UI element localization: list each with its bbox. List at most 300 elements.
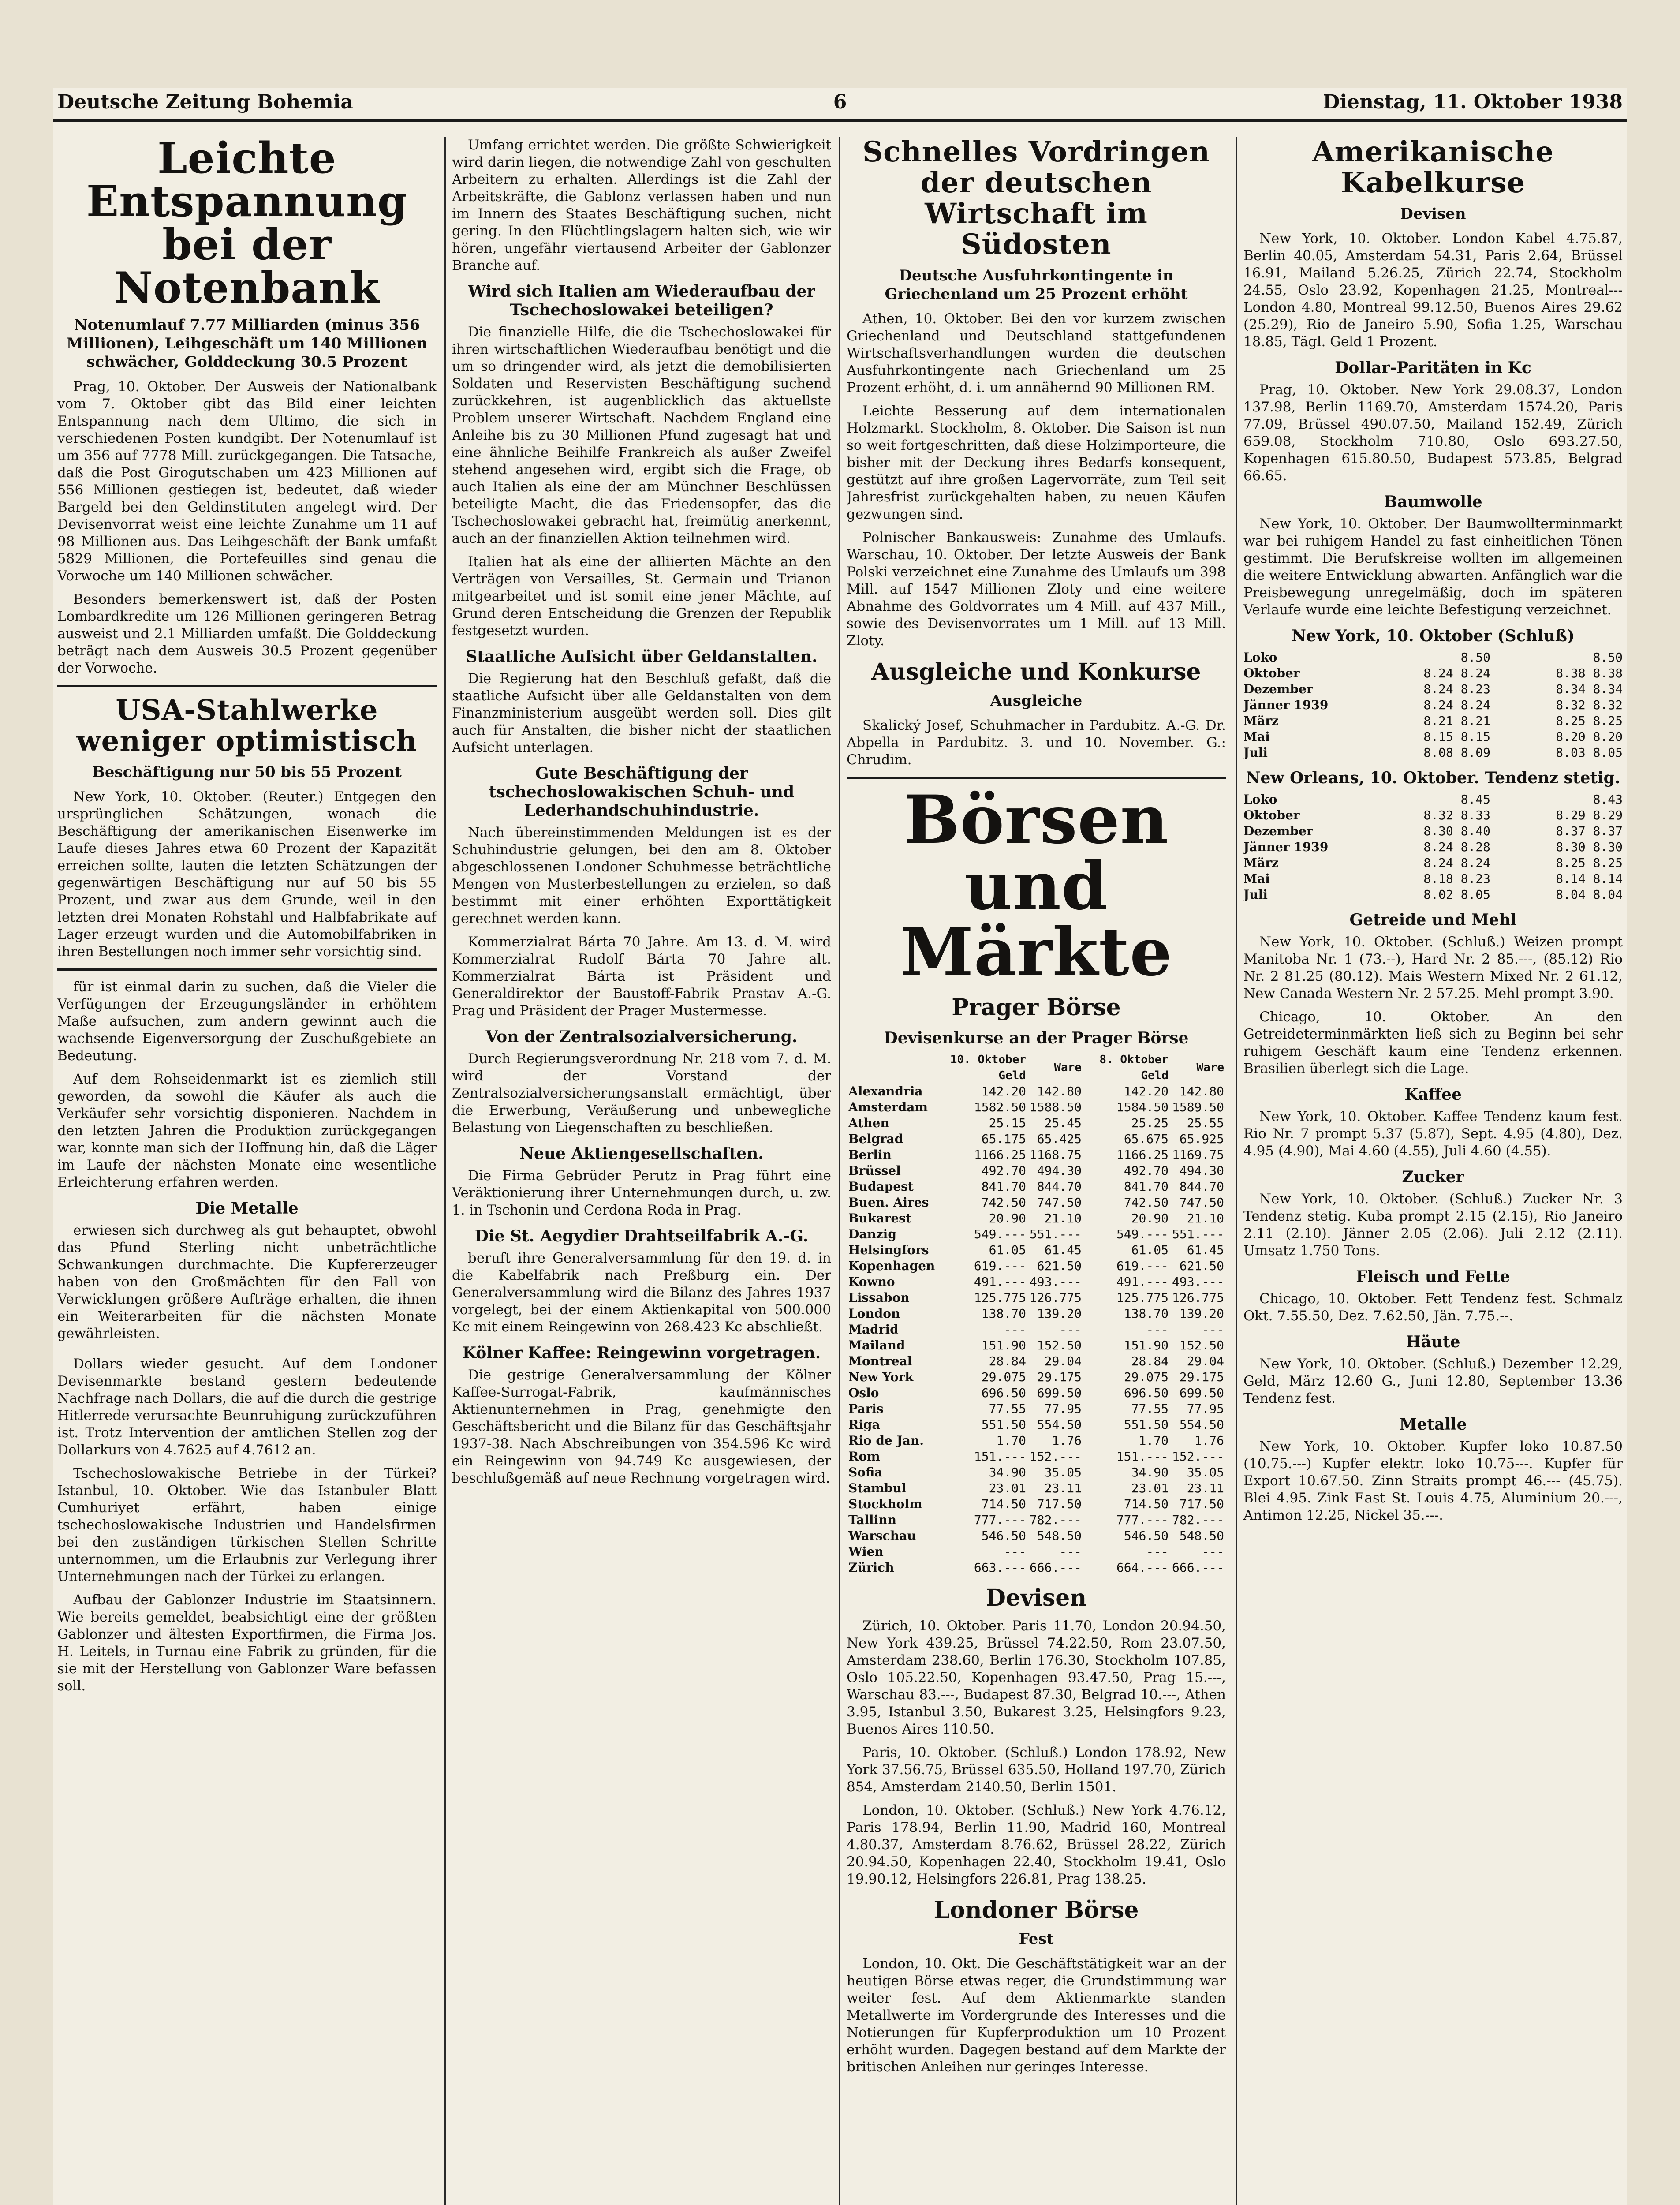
- rate-cell: 491.---: [974, 1274, 1026, 1289]
- rate-cell: 20.90: [1131, 1211, 1169, 1226]
- currency-name: Stambul: [848, 1481, 907, 1495]
- rate-cell: 696.50: [981, 1386, 1026, 1400]
- table-row: [847, 1528, 1226, 1544]
- table-row: [1243, 745, 1623, 761]
- subhead-notenbank: Notenumlauf 7.77 Milliarden (minus 356 Millionen), Leihgeschäft um 140 Millionen schwächer, Golddeckung 30.5 Prozent: [66, 316, 428, 371]
- subhead-stahlwerke: Beschäftigung nur 50 bis 55 Prozent: [92, 763, 402, 781]
- article-paragraph: Die finanzielle Hilfe, die die Tschechoslowakei für ihren wirtschaftlichen Wiederaufbau benötigt und die um so dringender wird, als jetzt die demobilisierten Soldaten und Reservisten Beschäftigung suchend zurückkehren, ist augenblicklich das aktuellste Problem unserer Wirtschaft. Nachdem England eine Anleihe bis zu 30 Millionen Pfund zugesagt hat und eine ähnliche Beihilfe Frankreich als außer Zweifel stehend angesehen wird, ergibt sich die Frage, ob auch Italien als eine der am Münchner Beschlüssen beteiligte Macht, die das Friedensopfer, das die Tschechoslowakei gebracht hat, freimütig anerkennt, auch an der finanziellen Aktion teilnehmen wird.: [452, 324, 831, 546]
- rate-cell: 493.---: [1029, 1274, 1082, 1289]
- month-label: Mai: [1243, 871, 1270, 886]
- section-rule: [847, 777, 1226, 779]
- article-paragraph: Athen, 10. Oktober. Bei den vor kurzem zwischen Griechenland und Deutschland stattgefundenen Wirtschaftsverhandlungen wurden die deutschen Ausfuhrkontingente nach Griechenland um 25 Prozent erhöht, d. i. um annähernd 90 Millionen RM.: [847, 311, 1226, 396]
- rate-cell: 35.05: [1044, 1465, 1082, 1480]
- column-rule: [1236, 137, 1237, 2205]
- rate-cell: 34.90: [1131, 1465, 1169, 1480]
- rate-cell: 152.50: [1179, 1338, 1224, 1353]
- price-cell: 8.02 8.05: [1423, 887, 1490, 902]
- rate-cell: 77.55: [989, 1401, 1026, 1416]
- article-paragraph: Prag, 10. Oktober. Der Ausweis der Nationalbank vom 7. Oktober gibt das Bild einer leichten Entspannung nach dem Ultimo, die sich in verschiedenen Posten kundgibt. Der Notenumlauf ist um 356 auf 7778 Mill. zurückgegangen. Die Tatsache, daß die Post Girogutschaben um 423 Millionen auf 556 Millionen gestiegen ist, bedeutet, daß wieder Bargeld bei den Geldinstituten angelegt wird. Der Devisenvorrat weist eine leichte Zunahme um 11 auf 98 Millionen aus. Das Leihgeschäft der Bank umfaßt 5829 Millionen, die Portefeuilles sind genau die Vorwoche um 140 Millionen schwächer.: [57, 379, 437, 584]
- currency-name: Zürich: [848, 1560, 894, 1575]
- rate-cell: 844.70: [1179, 1179, 1224, 1194]
- rate-cell: 29.075: [981, 1370, 1026, 1384]
- currency-name: Rio de Jan.: [848, 1433, 924, 1448]
- rate-cell: 151.---: [1116, 1449, 1169, 1464]
- subheading-aufsicht: Staatliche Aufsicht über Geldanstalten.: [466, 647, 818, 666]
- currency-name: Kowno: [848, 1274, 895, 1289]
- currency-name: Kopenhagen: [848, 1259, 935, 1273]
- rate-cell: 494.30: [1037, 1163, 1082, 1178]
- subheading-kaffee: Kaffee: [1404, 1085, 1462, 1104]
- table-row: [847, 1465, 1226, 1480]
- table-row: [847, 1195, 1226, 1211]
- table-row: [847, 1449, 1226, 1465]
- issue-date: Dienstag, 11. Oktober 1938: [1323, 91, 1623, 113]
- article-paragraph: Die Regierung hat den Beschluß gefaßt, daß die staatliche Aufsicht über alle Geldanstalten von dem Finanzministerium ausgeübt werden soll. Dies gilt auch für Anstalten, die bisher nicht der staatlichen Aufsicht unterlagen.: [452, 671, 831, 755]
- rate-cell: 551.50: [1124, 1417, 1169, 1432]
- article-paragraph: Die gestrige Generalversammlung der Kölner Kaffee-Surrogat-Fabrik, kaufmännisches Aktienunternehmen in Prag, genehmigte den Geschäftsbericht und die Bilanz für das Geschäftsjahr 1937-38. Nach Abschreibungen von 354.596 Kc wird ein Reingewinn von 94.749 Kc ausgewiesen, der beschlußgemäß auf neue Rechnung vorgetragen wird.: [452, 1367, 831, 1486]
- price-cell: 8.18 8.23: [1423, 871, 1490, 886]
- rate-cell: 1.70: [1139, 1433, 1169, 1448]
- rate-cell: 125.775: [1116, 1290, 1169, 1305]
- rate-cell: 77.55: [1131, 1401, 1169, 1416]
- price-cell: 8.50: [1593, 650, 1623, 665]
- rate-cell: 494.30: [1179, 1163, 1224, 1178]
- article-paragraph: beruft ihre Generalversammlung für den 19. d. in die Kabelfabrik nach Preßburg ein. Der Generalversammlung wird die Bilanz des Jahres 1937 vorgelegt, bei der einem Aktienkapital von 500.000 Kc mit einem Reingewinn von 268.423 Kc abschließt.: [452, 1250, 831, 1335]
- rate-cell: 139.20: [1037, 1306, 1082, 1321]
- article-paragraph: New York, 10. Oktober. London Kabel 4.75.87, Berlin 40.05, Amsterdam 54.31, Paris 2.64, Brüssel 16.91, Mailand 5.26.25, Zürich 22.74, Stockholm 24.55, Oslo 23.92, Kopenhagen 21.25, Montreal---London 4.80, Montreal 99.12.50, Buenos Aires 29.62 (25.29), Rio de Janeiro 5.90, Sofia 1.25, Warschau 18.85, Tägl. Geld 1 Prozent.: [1243, 231, 1623, 350]
- rate-cell: 663.---: [974, 1560, 1026, 1575]
- currency-name: Oslo: [848, 1386, 879, 1400]
- rate-cell: 548.50: [1179, 1529, 1224, 1543]
- table-row: [847, 1369, 1226, 1385]
- rate-cell: 28.84: [989, 1354, 1026, 1368]
- article-paragraph: Die Firma Gebrüder Perutz in Prag führt eine Veräktionierung ihrer Unternehmungen durch, u. zw. 1. in Tschonin und Cerdona Roda in Prag.: [452, 1168, 831, 1218]
- rate-cell: 21.10: [1187, 1211, 1224, 1226]
- table-row: [847, 1353, 1226, 1369]
- table-row: [847, 1480, 1226, 1496]
- rate-cell: 621.50: [1037, 1259, 1082, 1273]
- table-row: [847, 1544, 1226, 1560]
- column-rule: [839, 137, 840, 2205]
- price-cell: 8.14 8.14: [1556, 871, 1623, 886]
- subheading-dollar-paritaeten: Dollar-Paritäten in Kc: [1335, 359, 1531, 377]
- column-4: [1243, 137, 1623, 2205]
- price-cell: 8.03 8.05: [1556, 745, 1623, 760]
- price-cell: 8.21 8.21: [1423, 714, 1490, 728]
- rate-cell: ---: [1004, 1322, 1026, 1337]
- table-row: [1243, 792, 1623, 807]
- rate-cell: 1.70: [996, 1433, 1026, 1448]
- article-paragraph: Prag, 10. Oktober. New York 29.08.37, London 137.98, Berlin 1169.70, Amsterdam 1574.20, Paris 77.09, Brüssel 490.07.50, Mailand 152.49, Zürich 659.08, Stockholm 710.80, Oslo 693.27.50, Kopenhagen 615.80.50, Budapest 573.85, Belgrad 66.65.: [1243, 382, 1623, 484]
- article-paragraph: New York, 10. Oktober. (Schluß.) Dezember 12.29, Geld, März 12.60 G., Juni 12.80, September 13.36 Tendenz fest.: [1243, 1356, 1623, 1406]
- subheading-zucker: Zucker: [1402, 1168, 1464, 1186]
- subheading-aktiengesellschaften: Neue Aktiengesellschaften.: [519, 1144, 764, 1163]
- table-row: [847, 1385, 1226, 1401]
- currency-name: Athen: [848, 1116, 889, 1130]
- rate-cell: 492.70: [1124, 1163, 1169, 1178]
- section-rule: [57, 685, 437, 687]
- rate-cell: ---: [1146, 1322, 1169, 1337]
- subhead-ausgleiche: Ausgleiche: [990, 692, 1083, 710]
- masthead: [53, 88, 1627, 122]
- article-paragraph: Nach übereinstimmenden Meldungen ist es der Schuhindustrie gelungen, bei den am 8. Oktober abgeschlossenen Londoner Schuhmesse beträchtliche Mengen von Musterbestellungen zu erzielen, so daß bestimmt mit einer erhöhten Exporttätigkeit gerechnet werden kann.: [452, 825, 831, 927]
- currency-name: Mailand: [848, 1338, 905, 1353]
- rate-cell: 65.425: [1037, 1132, 1082, 1146]
- table-row: [1243, 713, 1623, 729]
- currency-name: Berlin: [848, 1147, 892, 1162]
- article-paragraph: für ist einmal darin zu suchen, daß die Vieler die Verfügungen der Erzeugungsländer in erhöhtem Maße aufsuchen, zum andern gewinnt auch die wachsende Eigenversorgung der Zuschußgebiete an Bedeutung.: [57, 979, 437, 1064]
- table-row: [847, 1084, 1226, 1099]
- table-header-cell: [847, 1052, 937, 1084]
- rate-cell: 152.---: [1172, 1449, 1224, 1464]
- article-paragraph: New York, 10. Oktober. (Reuter.) Entgegen den ursprünglichen Schätzungen, wonach die Beschäftigung der amerikanischen Eisenwerke im Laufe dieses Jahres etwa 60 Prozent der Kapazität erreichen sollte, lauten die letzten Schätzungen der gegenwärtigen Beschäftigung nur auf 50 bis 55 Prozent, und zwar aus dem Grunde, weil in den letzten drei Monaten Rohstahl und Halbfabrikate auf Lager erzeugt wurden und die Automobilfabriken in ihren Bestellungen noch immer sehr vorsichtig sind.: [57, 789, 437, 960]
- table-row: [1243, 871, 1623, 887]
- currency-name: Lissabon: [848, 1290, 910, 1305]
- rate-cell: 747.50: [1179, 1195, 1224, 1210]
- rate-cell: 126.775: [1172, 1290, 1224, 1305]
- rate-cell: ---: [1202, 1544, 1224, 1559]
- table-header-cell: 8. Oktober Geld: [1099, 1053, 1169, 1082]
- headline-boersen: Börsen und Märkte: [900, 781, 1172, 991]
- currency-name: Wien: [848, 1544, 884, 1559]
- rate-cell: 142.20: [981, 1084, 1026, 1099]
- rate-cell: 491.---: [1116, 1274, 1169, 1289]
- column-3: [847, 137, 1226, 2205]
- rate-cell: 696.50: [1124, 1386, 1169, 1400]
- rate-cell: 23.11: [1187, 1481, 1224, 1495]
- table-row: [847, 1290, 1226, 1306]
- rate-cell: 23.01: [989, 1481, 1026, 1495]
- rate-cell: 23.11: [1044, 1481, 1082, 1495]
- rate-cell: 29.04: [1044, 1354, 1082, 1368]
- currency-name: Helsingfors: [848, 1243, 929, 1257]
- table-row: [1243, 665, 1623, 681]
- rate-cell: 551.---: [1029, 1227, 1082, 1241]
- month-label: Jänner 1939: [1243, 698, 1329, 712]
- table-row: [847, 1179, 1226, 1195]
- subhead-londoner-boerse: Fest: [1019, 1930, 1054, 1948]
- month-label: Oktober: [1243, 666, 1300, 680]
- price-cell: 8.04 8.04: [1556, 887, 1623, 902]
- price-cell: 8.24 8.23: [1423, 682, 1490, 696]
- rate-cell: 142.80: [1037, 1084, 1082, 1099]
- newspaper-page: [53, 88, 1627, 2205]
- month-label: Dezember: [1243, 824, 1313, 838]
- price-cell: 8.29 8.29: [1556, 808, 1623, 822]
- currency-name: Brüssel: [848, 1163, 901, 1178]
- rate-cell: 152.50: [1037, 1338, 1082, 1353]
- rate-cell: 717.50: [1179, 1497, 1224, 1511]
- currency-name: New York: [848, 1370, 914, 1384]
- currency-name: Danzig: [848, 1227, 896, 1241]
- headline-kabelkurse: Amerikanische Kabelkurse: [1312, 137, 1554, 199]
- rate-cell: ---: [1146, 1544, 1169, 1559]
- rate-cell: 142.80: [1179, 1084, 1224, 1099]
- heading-londoner-boerse: Londoner Börse: [933, 1897, 1139, 1924]
- table-row: [847, 1496, 1226, 1512]
- article-paragraph: erwiesen sich durchweg als gut behauptet, obwohl das Pfund Sterling nicht unbeträchtliche Schwankungen durchmachte. Die Kupfererzeuger haben von den Großmächten für den Fall von Verwicklungen größere Aufträge erhalten, die ihnen ein Weiterarbeiten für die nächsten Monate gewährleisten.: [57, 1222, 437, 1342]
- price-cell: 8.34 8.34: [1556, 682, 1623, 696]
- rate-cell: 25.55: [1187, 1116, 1224, 1130]
- currency-name: Paris: [848, 1401, 884, 1416]
- table-row: [847, 1433, 1226, 1449]
- rate-cell: 25.25: [1131, 1116, 1169, 1130]
- currency-name: London: [848, 1306, 900, 1321]
- price-cell: 8.43: [1593, 792, 1623, 807]
- month-label: Loko: [1243, 792, 1277, 807]
- article-paragraph: Durch Regierungsverordnung Nr. 218 vom 7. d. M. wird der Vorstand der Zentralsozialversicherungsanstalt ermächtigt, über die Erwerbung, Veräußerung und unbewegliche Belastung von Liegenschaften zu beschließen.: [452, 1051, 831, 1136]
- table-title-newyork: New York, 10. Oktober (Schluß): [1292, 627, 1575, 645]
- price-cell: 8.32 8.32: [1556, 698, 1623, 712]
- rate-cell: 777.---: [1116, 1513, 1169, 1527]
- price-cell: 8.08 8.09: [1423, 745, 1490, 760]
- rate-cell: 138.70: [1124, 1306, 1169, 1321]
- table-row: [847, 1131, 1226, 1147]
- article-paragraph: Dollars wieder gesucht. Auf dem Londoner Devisenmarkte bestand gestern bedeutende Nachfrage nach Dollars, die auf die durch die gestrige Hitlerrede verursachte Beunruhigung zurückzuführen ist. Trotz Intervention der amtlichen Stellen zog der Dollarkurs von 4.7625 auf 4.7612 an.: [57, 1356, 437, 1458]
- table-row: [847, 1211, 1226, 1226]
- rate-cell: 65.675: [1124, 1132, 1169, 1146]
- rate-cell: 1582.50: [974, 1100, 1026, 1114]
- headline-stahlwerke: USA-Stahlwerke weniger optimistisch: [76, 694, 418, 758]
- subheading-sozialversicherung: Von der Zentralsozialversicherung.: [485, 1028, 798, 1046]
- month-label: März: [1243, 714, 1279, 728]
- headline-suedosten: Schnelles Vordringen der deutschen Wirtschaft im Südosten: [862, 137, 1210, 261]
- article-paragraph: Chicago, 10. Oktober. An den Getreideterminmärkten ließ sich zu Beginn bei sehr ruhigem Geschäft kaum eine Tendenz erkennen. Brasilien überlegt sich die Lage.: [1243, 1009, 1623, 1076]
- subheading-koelner-kaffee: Kölner Kaffee: Reingewinn vorgetragen.: [462, 1344, 821, 1362]
- rate-cell: 28.84: [1131, 1354, 1169, 1368]
- page-number: 6: [833, 91, 847, 113]
- rate-cell: 554.50: [1037, 1417, 1082, 1432]
- rate-cell: 25.45: [1044, 1116, 1082, 1130]
- currency-name: Bukarest: [848, 1211, 911, 1226]
- rate-cell: 546.50: [1124, 1529, 1169, 1543]
- rate-cell: 1168.75: [1029, 1147, 1082, 1162]
- subheading-schuhindustrie: Gute Beschäftigung der tschechoslowakischen Schuh- und Lederhandschuhindustrie.: [489, 764, 795, 820]
- subheading-drahtseilfabrik: Die St. Aegydier Drahtseilfabrik A.-G.: [474, 1227, 809, 1245]
- table-row: [847, 1274, 1226, 1290]
- rate-cell: 664.---: [1116, 1560, 1169, 1575]
- month-label: Jänner 1939: [1243, 840, 1329, 854]
- rate-cell: 747.50: [1037, 1195, 1082, 1210]
- price-cell: 8.30 8.40: [1423, 824, 1490, 838]
- rate-cell: 777.---: [974, 1513, 1026, 1527]
- price-cell: 8.24 8.28: [1423, 840, 1490, 854]
- rate-cell: 1166.25: [974, 1147, 1026, 1162]
- price-cell: 8.30 8.30: [1556, 840, 1623, 854]
- rate-cell: 65.925: [1179, 1132, 1224, 1146]
- month-label: Juli: [1243, 745, 1268, 760]
- rate-cell: 714.50: [1124, 1497, 1169, 1511]
- rate-cell: 493.---: [1172, 1274, 1224, 1289]
- table-row: [847, 1322, 1226, 1338]
- subheading-fleisch-fette: Fleisch und Fette: [1356, 1267, 1510, 1286]
- table-title: Devisenkurse an der Prager Börse: [884, 1029, 1189, 1047]
- table-row: [847, 1560, 1226, 1576]
- rate-cell: 666.---: [1029, 1560, 1082, 1575]
- article-paragraph: New York, 10. Oktober. Kupfer loko 10.87.50 (10.75.---) Kupfer elektr. loko 10.75---. Kupfer für Export 10.67.50. Zinn Straits prompt 46.--- (45.75). Blei 4.95. Zink East St. Louis 4.75, Aluminium 20.---, Antimon 12.25, Nickel 35.---.: [1243, 1439, 1623, 1523]
- currency-name: Warschau: [848, 1529, 916, 1543]
- section-rule: [57, 968, 437, 971]
- currency-name: Tallinn: [848, 1513, 896, 1527]
- rate-cell: 841.70: [981, 1179, 1026, 1194]
- currency-name: Belgrad: [848, 1132, 903, 1146]
- table-row: [847, 1306, 1226, 1322]
- table-row: [847, 1115, 1226, 1131]
- rate-cell: 35.05: [1187, 1465, 1224, 1480]
- table-row: [847, 1242, 1226, 1258]
- table-row: [847, 1401, 1226, 1417]
- month-label: Juli: [1243, 887, 1268, 902]
- devisen-table: [847, 1052, 1226, 1576]
- subhead-suedosten: Deutsche Ausfuhrkontingente in Griechenland um 25 Prozent erhöht: [885, 267, 1188, 303]
- article-paragraph: Zürich, 10. Oktober. Paris 11.70, London 20.94.50, New York 439.25, Brüssel 74.22.50, Rom 23.07.50, Amsterdam 238.60, Berlin 176.30, Stockholm 107.85, Oslo 105.22.50, Kopenhagen 93.47.50, Prag 15.---, Warschau 83.---, Budapest 87.30, Belgrad 10.---, Athen 3.95, Istanbul 3.50, Bukarest 3.25, Helsingfors 9.23, Buenos Aires 110.50.: [847, 1618, 1226, 1737]
- baumwolle-neworleans-table: [1243, 792, 1623, 903]
- rate-cell: 151.---: [974, 1449, 1026, 1464]
- heading-devisen: Devisen: [986, 1585, 1087, 1611]
- price-cell: 8.24 8.24: [1423, 666, 1490, 680]
- table-row: [1243, 887, 1623, 903]
- currency-name: Buen. Aires: [848, 1195, 929, 1210]
- rate-cell: 782.---: [1172, 1513, 1224, 1527]
- article-paragraph: Italien hat als eine der alliierten Mächte an den Verträgen von Versailles, St. Germain und Trianon mitgearbeitet und ist somit eine jener Mächte, auf Grund deren Entscheidung die Grenzen der Republik festgesetzt wurden.: [452, 554, 831, 639]
- price-cell: 8.50: [1460, 650, 1490, 665]
- price-cell: 8.38 8.38: [1556, 666, 1623, 680]
- rate-cell: 699.50: [1037, 1386, 1082, 1400]
- article-paragraph: Skalický Josef, Schuhmacher in Pardubitz. A.-G. Dr. Abpella in Pardubitz. 3. und 10. November. G.: Chrudim.: [847, 718, 1226, 768]
- rate-cell: 1166.25: [1116, 1147, 1169, 1162]
- rate-cell: 29.04: [1187, 1354, 1224, 1368]
- currency-name: Rom: [848, 1449, 880, 1464]
- heading-prager-boerse: Prager Börse: [952, 994, 1121, 1021]
- currency-name: Madrid: [848, 1322, 899, 1337]
- rate-cell: 21.10: [1044, 1211, 1082, 1226]
- rate-cell: 1588.50: [1029, 1100, 1082, 1114]
- rate-cell: 619.---: [1116, 1259, 1169, 1273]
- rate-cell: 34.90: [989, 1465, 1026, 1480]
- rate-cell: 139.20: [1179, 1306, 1224, 1321]
- column-1: [57, 137, 437, 2205]
- price-cell: 8.15 8.15: [1423, 729, 1490, 744]
- article-paragraph: New York, 10. Oktober. (Schluß.) Weizen prompt Manitoba Nr. 1 (73.--), Hard Nr. 2 85.---, (85.12) Rio Nr. 2 81.25 (80.12). Mais Western Mixed Nr. 2 61.12, New Canada Western Nr. 2 57.25. Mehl prompt 3.90.: [1243, 934, 1623, 1002]
- heading-ausgleiche: Ausgleiche und Konkurse: [871, 658, 1201, 685]
- rate-cell: 1169.75: [1172, 1147, 1224, 1162]
- rate-cell: 61.45: [1187, 1243, 1224, 1257]
- table-title-neworleans: New Orleans, 10. Oktober. Tendenz stetig.: [1246, 769, 1620, 787]
- article-paragraph: Besonders bemerkenswert ist, daß der Posten Lombardkredite um 126 Millionen geringeren Betrag ausweist und 2.1 Milliarden umfaßt. Die Golddeckung beträgt nach dem Ausweis 30.5 Prozent gegenüber der Vorwoche.: [57, 591, 437, 676]
- article-paragraph: Aufbau der Gablonzer Industrie im Staatsinnern. Wie bereits gemeldet, beabsichtigt eine der größten Gablonzer und ältesten Exportfirmen, die Firma Jos. H. Leitels, in Turnau eine Fabrik zu gründen, für die sie mit der Herstellung von Gablonzer Ware befassen soll.: [57, 1592, 437, 1694]
- article-paragraph: Leichte Besserung auf dem internationalen Holzmarkt. Stockholm, 8. Oktober. Die Saison ist nun so weit fortgeschritten, daß diese Holzimporteure, die bisher mit der Deckung ihres Bedarfs konsequent, gestützt auf ihre großen Lagervorräte, zum Teil seit Jahresfrist zurückgehalten haben, zu neuen Käufen gezwungen sind.: [847, 403, 1226, 522]
- rate-cell: 1589.50: [1172, 1100, 1224, 1114]
- rate-cell: 1584.50: [1116, 1100, 1169, 1114]
- rate-cell: 742.50: [1124, 1195, 1169, 1210]
- article-paragraph: Kommerzialrat Bárta 70 Jahre. Am 13. d. M. wird Kommerzialrat Rudolf Bárta 70 Jahre alt. Kommerzialrat Bárta ist Präsident und Generaldirektor der Baustoff-Fabrik Prastav A.-G. Prag und Präsident der Prager Mustermesse.: [452, 934, 831, 1019]
- table-row: [847, 1417, 1226, 1433]
- rate-cell: 25.15: [989, 1116, 1026, 1130]
- table-row: [1243, 729, 1623, 745]
- rate-cell: 549.---: [974, 1227, 1026, 1241]
- table-row: [1243, 650, 1623, 665]
- table-row: [1243, 855, 1623, 871]
- column-2: [452, 137, 831, 2205]
- rate-cell: 77.95: [1044, 1401, 1082, 1416]
- article-paragraph: New York, 10. Oktober. (Schluß.) Zucker Nr. 3 Tendenz stetig. Kuba prompt 2.15 (2.15), Rio Janeiro 2.11 (2.10). Jänner 2.05 (2.06). Juli 2.12 (2.11). Umsatz 1.750 Tons.: [1243, 1191, 1623, 1259]
- rate-cell: 551.---: [1172, 1227, 1224, 1241]
- article-paragraph: Tschechoslowakische Betriebe in der Türkei? Istanbul, 10. Oktober. Wie das Istanbuler Blatt Cumhuriyet erfährt, haben einige tschechoslowakische Industrien und Handelsfirmen bei den zuständigen türkischen Stellen Schritte unternommen, um die Erlaubnis zur Verlegung ihrer Unternehmungen nach der Türkei zu erlangen.: [57, 1465, 437, 1585]
- currency-name: Stockholm: [848, 1497, 922, 1511]
- rate-cell: 714.50: [981, 1497, 1026, 1511]
- month-label: Loko: [1243, 650, 1277, 665]
- table-header-cell: 10. Oktober Geld: [950, 1053, 1026, 1082]
- price-cell: 8.32 8.33: [1423, 808, 1490, 822]
- rate-cell: 621.50: [1179, 1259, 1224, 1273]
- rate-cell: 126.775: [1029, 1290, 1082, 1305]
- subheading-getreide: Getreide und Mehl: [1349, 911, 1517, 929]
- rate-cell: 548.50: [1037, 1529, 1082, 1543]
- article-paragraph: Polnischer Bankausweis: Zunahme des Umlaufs. Warschau, 10. Oktober. Der letzte Ausweis der Bank Polski verzeichnet eine Zunahme des Umlaufs um 398 Mill. auf 1547 Millionen Zloty und eine weitere Abnahme des Goldvorrates um 4 Mill. auf 437 Mill., sowie des Devisenvorrates um 1 Mill. auf 13 Mill. Zloty.: [847, 530, 1226, 649]
- baumwolle-newyork-table: [1243, 650, 1623, 761]
- price-cell: 8.25 8.25: [1556, 856, 1623, 870]
- rate-cell: 29.175: [1037, 1370, 1082, 1384]
- currency-name: Sofia: [848, 1465, 883, 1480]
- price-cell: 8.25 8.25: [1556, 714, 1623, 728]
- article-paragraph: London, 10. Okt. Die Geschäftstätigkeit war an der heutigen Börse etwas reger, die Grundstimmung war weiter fest. Auf dem Aktienmarkte standen Metallwerte im Vordergrunde des Interesses und die Notierungen für Kupferproduktion um 10 Prozent erhöht wurden. Dagegen bestand auf dem Markte der britischen Anleihen nur geringes Interesse.: [847, 1956, 1226, 2075]
- rate-cell: 152.---: [1029, 1449, 1082, 1464]
- rate-cell: 841.70: [1124, 1179, 1169, 1194]
- article-paragraph: New York, 10. Oktober. Kaffee Tendenz kaum fest. Rio Nr. 7 prompt 5.37 (5.87), Sept. 4.95 (4.80), Dez. 4.95 (4.90), Mai 4.60 (4.55), Juli 4.60 (4.55).: [1243, 1109, 1623, 1159]
- rate-cell: 151.90: [1124, 1338, 1169, 1353]
- table-header-cell: Ware: [1196, 1061, 1224, 1074]
- rate-cell: 151.90: [981, 1338, 1026, 1353]
- rate-cell: ---: [1004, 1544, 1026, 1559]
- rate-cell: ---: [1059, 1544, 1082, 1559]
- rate-cell: 1.76: [1052, 1433, 1082, 1448]
- table-row: [1243, 697, 1623, 713]
- currency-name: Montreal: [848, 1354, 912, 1368]
- currency-name: Alexandria: [848, 1084, 923, 1099]
- rate-cell: 29.075: [1124, 1370, 1169, 1384]
- currency-name: Budapest: [848, 1179, 914, 1194]
- price-cell: 8.20 8.20: [1556, 729, 1623, 744]
- rate-cell: ---: [1202, 1322, 1224, 1337]
- subheading-baumwolle: Baumwolle: [1384, 493, 1482, 511]
- column-rule: [444, 137, 446, 2205]
- rate-cell: 782.---: [1029, 1513, 1082, 1527]
- rate-cell: 554.50: [1179, 1417, 1224, 1432]
- rate-cell: 77.95: [1187, 1401, 1224, 1416]
- rate-cell: ---: [1059, 1322, 1082, 1337]
- rate-cell: 61.45: [1044, 1243, 1082, 1257]
- subheading-metalle: Metalle: [1399, 1415, 1467, 1434]
- subheading-italien: Wird sich Italien am Wiederaufbau der Tschechoslowakei beteiligen?: [468, 282, 815, 319]
- currency-name: Amsterdam: [848, 1100, 928, 1114]
- table-header-cell: Ware: [1054, 1061, 1082, 1074]
- rate-cell: 61.05: [989, 1243, 1026, 1257]
- paper-name: Deutsche Zeitung Bohemia: [57, 91, 353, 113]
- headline-notenbank: Leichte Entspannung bei der Notenbank: [86, 137, 407, 313]
- table-row: [1243, 839, 1623, 855]
- rate-cell: 125.775: [974, 1290, 1026, 1305]
- article-paragraph: Chicago, 10. Oktober. Fett Tendenz fest. Schmalz Okt. 7.55.50, Dez. 7.62.50, Jän. 7.75.--.: [1243, 1291, 1623, 1324]
- month-label: Mai: [1243, 729, 1270, 744]
- rate-cell: 619.---: [974, 1259, 1026, 1273]
- rate-cell: 1.76: [1194, 1433, 1224, 1448]
- rate-cell: 142.20: [1124, 1084, 1169, 1099]
- currency-name: Riga: [848, 1417, 880, 1432]
- rate-cell: 61.05: [1131, 1243, 1169, 1257]
- table-row: [847, 1163, 1226, 1179]
- article-paragraph: Paris, 10. Oktober. (Schluß.) London 178.92, New York 37.56.75, Brüssel 635.50, Holland 197.70, Zürich 854, Amsterdam 2140.50, Berlin 1501.: [847, 1745, 1226, 1795]
- table-row: [1243, 807, 1623, 823]
